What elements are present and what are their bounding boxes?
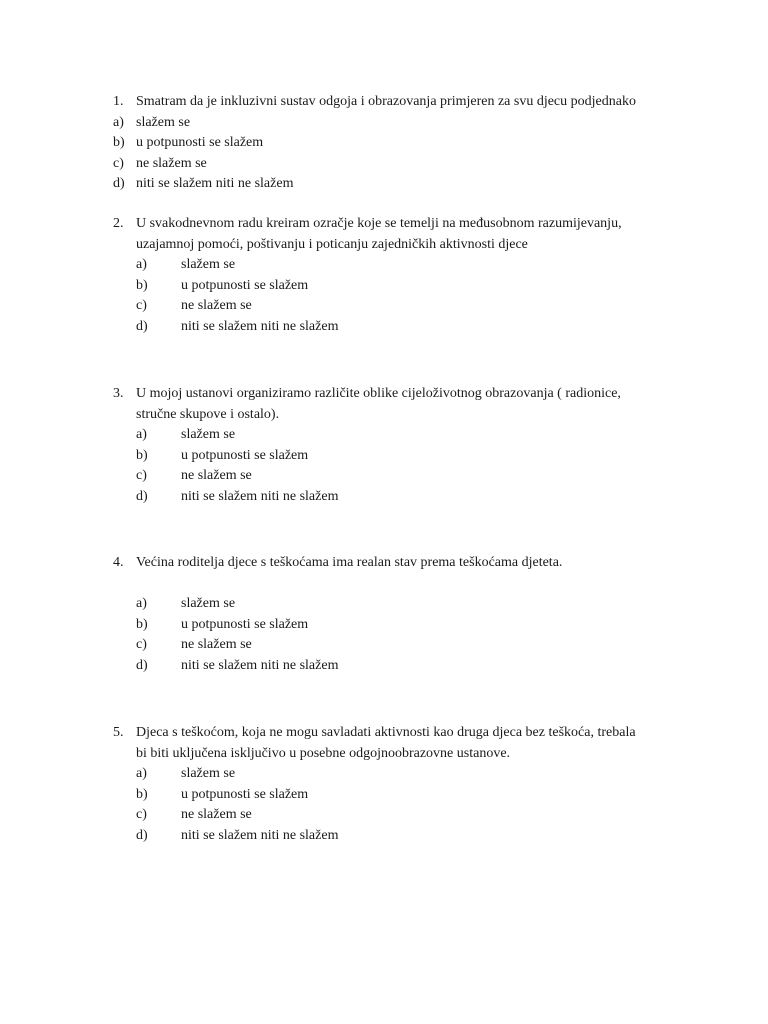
option-letter: d) — [136, 827, 148, 843]
option-letter: a) — [136, 257, 147, 272]
option-text: slažem se — [181, 257, 236, 272]
question-4 — [113, 553, 683, 676]
option-letter: c) — [136, 807, 147, 822]
question-number: 4. — [113, 555, 124, 570]
option-c — [113, 635, 683, 656]
question-number: 1. — [113, 94, 124, 109]
option-letter: d) — [113, 176, 125, 191]
option-text: u potpunosti se slažem — [136, 135, 264, 150]
option-d — [113, 174, 683, 195]
option-text: niti se slažem niti ne slažem — [181, 318, 339, 334]
question-2 — [113, 214, 683, 337]
question-text-continued: stručne skupove i ostalo). — [136, 406, 280, 422]
option-letter: c) — [113, 155, 124, 171]
option-letter: b) — [113, 135, 125, 150]
option-a — [113, 764, 683, 785]
option-text: u potpunosti se slažem — [181, 447, 309, 463]
option-text: niti se slažem niti ne slažem — [181, 488, 339, 504]
option-text: slažem se — [181, 427, 236, 442]
option-letter: d) — [136, 657, 148, 673]
question-text-continued: bi biti uključena isključivo u posebne odgojnoobrazovne ustanove. — [136, 745, 511, 761]
option-text: u potpunosti se slažem — [181, 277, 309, 293]
option-c — [113, 154, 683, 175]
question-text: U mojoj ustanovi organiziramo različite oblike cijeloživotnog obrazovanja ( radionice, — [136, 386, 621, 401]
option-letter: a) — [136, 766, 147, 781]
option-d — [113, 317, 683, 338]
option-text: niti se slažem niti ne slažem — [181, 827, 339, 843]
option-letter: d) — [136, 488, 148, 504]
option-letter: b) — [136, 447, 148, 463]
question-3 — [113, 384, 683, 507]
option-letter: b) — [136, 277, 148, 293]
question-1-text-row — [113, 92, 683, 113]
question-4-text-row — [113, 553, 683, 574]
option-c — [113, 296, 683, 317]
option-letter: d) — [136, 318, 148, 334]
option-letter: c) — [136, 637, 147, 652]
option-text: ne slažem se — [181, 298, 252, 313]
question-number: 2. — [113, 216, 124, 231]
question-text-continued: uzajamnoj pomoći, poštivanju i poticanju zajedničkih aktivnosti djece — [136, 236, 528, 252]
option-b — [113, 133, 683, 154]
option-d — [113, 656, 683, 677]
option-text: slažem se — [181, 596, 236, 611]
question-1 — [113, 92, 683, 195]
question-text: Većina roditelja djece s teškoćama ima realan stav prema teškoćama djeteta. — [136, 555, 563, 570]
question-3-text-row — [113, 384, 683, 405]
option-b — [113, 615, 683, 636]
option-a — [113, 113, 683, 134]
question-text: U svakodnevnom radu kreiram ozračje koje se temelji na međusobnom razumijevanju, — [136, 216, 622, 231]
option-b — [113, 446, 683, 467]
question-5-text-row-2 — [113, 744, 683, 765]
option-letter: a) — [136, 427, 147, 442]
option-letter: a) — [113, 114, 124, 130]
option-d — [113, 826, 683, 847]
option-text: ne slažem se — [136, 155, 207, 171]
question-2-text-row-2 — [113, 235, 683, 256]
option-text: niti se slažem niti ne slažem — [181, 657, 339, 673]
option-a — [113, 425, 683, 446]
option-c — [113, 466, 683, 487]
option-b — [113, 276, 683, 297]
option-letter: b) — [136, 786, 148, 802]
option-text: ne slažem se — [181, 468, 252, 483]
question-5 — [113, 723, 683, 846]
option-letter: b) — [136, 616, 148, 632]
option-c — [113, 805, 683, 826]
question-3-text-row-2 — [113, 405, 683, 426]
option-text: u potpunosti se slažem — [181, 786, 309, 802]
option-text: ne slažem se — [181, 807, 252, 822]
option-letter: c) — [136, 298, 147, 313]
option-a — [113, 594, 683, 615]
option-letter: a) — [136, 596, 147, 611]
question-5-text-row — [113, 723, 683, 744]
question-text: Smatram da je inkluzivni sustav odgoja i obrazovanja primjeren za svu djecu podjednako — [136, 94, 636, 109]
option-d — [113, 487, 683, 508]
option-a — [113, 255, 683, 276]
question-number: 3. — [113, 386, 124, 401]
question-2-text-row — [113, 214, 683, 235]
option-text: niti se slažem niti ne slažem — [136, 176, 294, 191]
option-text: slažem se — [136, 114, 191, 130]
question-number: 5. — [113, 725, 124, 740]
option-b — [113, 785, 683, 806]
option-text: u potpunosti se slažem — [181, 616, 309, 632]
option-text: slažem se — [181, 766, 236, 781]
option-text: ne slažem se — [181, 637, 252, 652]
option-letter: c) — [136, 468, 147, 483]
question-text: Djeca s teškoćom, koja ne mogu savladati aktivnosti kao druga djeca bez teškoća, trebala — [136, 725, 636, 740]
